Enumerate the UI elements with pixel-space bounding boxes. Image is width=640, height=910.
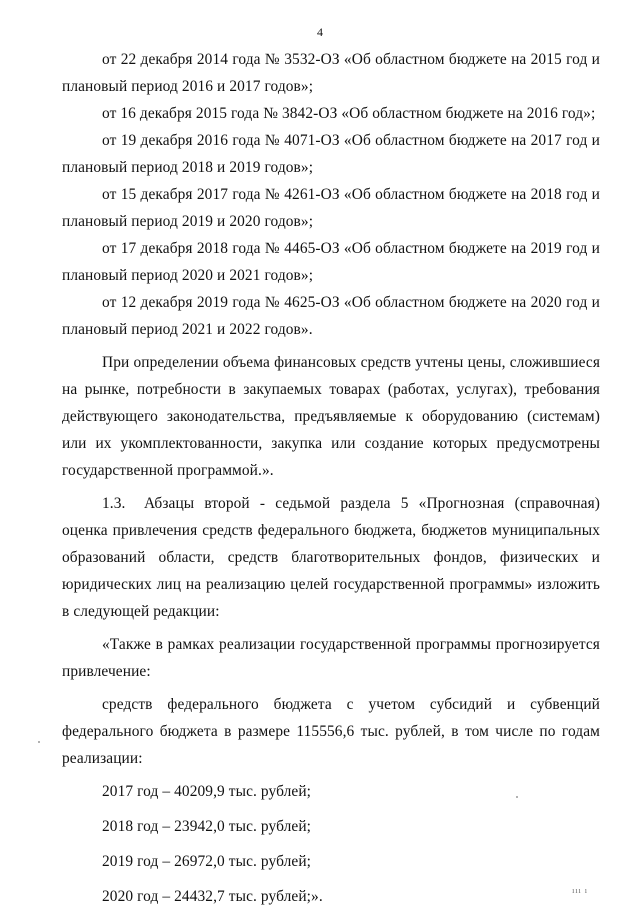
- law-reference-2019: от 12 декабря 2019 года № 4625-ОЗ «Об областном бюджете на 2020 год и плановый период 2021 и 2022 годов».: [62, 294, 600, 338]
- section-amendment-paragraph: [62, 490, 600, 625]
- quote-open: «: [102, 636, 110, 653]
- year-line-2019: 2019 год – 26972,0 тыс. рублей;: [102, 853, 312, 870]
- section-number: 1.3.: [102, 495, 126, 512]
- document-body: [62, 46, 600, 910]
- page-number: 4: [317, 25, 323, 39]
- law-reference-2016: от 19 декабря 2016 года № 4071-ОЗ «Об областном бюджете на 2017 год и плановый период 2018 и 2019 годов»;: [62, 132, 600, 176]
- year-line-2018: 2018 год – 23942,0 тыс. рублей;: [102, 818, 312, 835]
- law-reference-2014: от 22 декабря 2014 года № 3532-ОЗ «Об областном бюджете на 2015 год и плановый период 2016 и 2017 годов»;: [62, 51, 600, 95]
- footer-mark: ııı ı: [572, 886, 588, 895]
- federal-budget-paragraph: средств федерального бюджета с учетом субсидий и субвенций федерального бюджета в размере 115556,6 тыс. рублей, в том числе по годам реализации:: [62, 696, 600, 767]
- scan-speck: [516, 796, 518, 798]
- pricing-paragraph: При определении объема финансовых средств учтены цены, сложившиеся на рынке, потребности в закупаемых товарах (работах, услугах), требования действующего законодательства, предъявляемые к оборудованию (системам) или их укомплектованности, закупка или создание которых предусмотрены государственной программой.».: [62, 354, 600, 479]
- year-line-2017: 2017 год – 40209,9 тыс. рублей;: [102, 783, 312, 800]
- forecast-intro-paragraph: [62, 631, 600, 685]
- section-text: Абзацы второй - седьмой раздела 5 «Прогнозная (справочная) оценка привлечения средств федерального бюджета, бюджетов муниципальных образований области, средств благотворительных фондов, физических и юридических лиц на реализацию целей государственной программы» изложить в следующей редакции:: [62, 495, 600, 620]
- forecast-intro-text: Также в рамках реализации государственной программы прогнозируется привлечение:: [62, 636, 600, 680]
- law-reference-2015: от 16 декабря 2015 года № 3842-ОЗ «Об областном бюджете на 2016 год»;: [102, 105, 596, 122]
- law-reference-2017: от 15 декабря 2017 года № 4261-ОЗ «Об областном бюджете на 2018 год и плановый период 2019 и 2020 годов»;: [62, 186, 600, 230]
- year-line-2020: 2020 год – 24432,7 тыс. рублей;».: [102, 888, 323, 905]
- scan-speck: [38, 741, 40, 743]
- law-reference-2018: от 17 декабря 2018 года № 4465-ОЗ «Об областном бюджете на 2019 год и плановый период 2020 и 2021 годов»;: [62, 240, 600, 284]
